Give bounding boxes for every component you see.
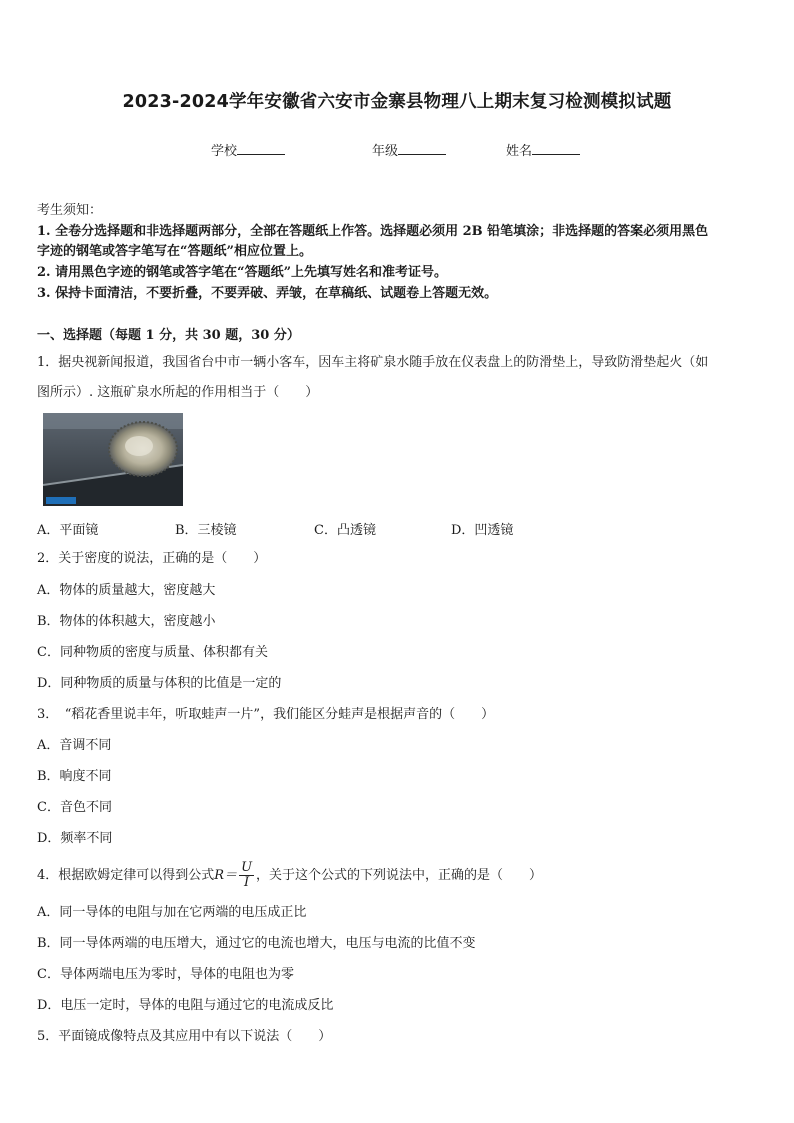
q4-option-b[interactable]: B．同一导体两端的电压增大，通过它的电流也增大，电压与电流的比值不变 (37, 936, 476, 951)
school-field: 学校 (211, 140, 285, 159)
section-heading: 一、选择题（每题 1 分，共 30 题，30 分） (37, 328, 300, 343)
notice-heading: 考生须知： (37, 203, 103, 218)
notice-item-1-line-1: 1. 全卷分选择题和非选择题两部分，全部在答题纸上作答。选择题必须用 2B 铅笔填涂；非选择题的答案必须用黑色 (37, 224, 709, 239)
q1-stem-line-2: 图所示）. 这瓶矿泉水所起的作用相当于（ ） (37, 385, 319, 400)
q2-option-a[interactable]: A．物体的质量越大，密度越大 (37, 583, 216, 598)
q2-stem: 2．关于密度的说法，正确的是（ ） (37, 551, 267, 566)
notice-item-2: 2. 请用黑色字迹的钢笔或答字笔在“答题纸”上先填写姓名和准考证号。 (37, 265, 448, 280)
q1-option-d[interactable]: D．凹透镜 (451, 523, 514, 538)
q4-option-d[interactable]: D．电压一定时，导体的电阻与通过它的电流成反比 (37, 998, 334, 1013)
dashboard-fire-photo (43, 413, 183, 506)
notice-item-3: 3. 保持卡面清洁，不要折叠，不要弄破、弄皱，在草稿纸、试题卷上答题无效。 (37, 286, 498, 301)
q3-option-d[interactable]: D．频率不同 (37, 831, 113, 846)
q1-option-c[interactable]: C．凸透镜 (314, 523, 376, 538)
notice-item-1-line-2: 字迹的钢笔或答字笔写在“答题纸”相应位置上。 (37, 244, 312, 259)
q1-option-b[interactable]: B．三棱镜 (175, 523, 237, 538)
q4-option-c[interactable]: C．导体两端电压为零时，导体的电阻也为零 (37, 967, 294, 982)
q4-stem: 4．根据欧姆定律可以得到公式R＝ $\frac{U}{I}$ ，关于这个公式的下列说法中，正确的是（ ） (37, 860, 543, 890)
grade-field: 年级 (372, 140, 446, 159)
q3-option-b[interactable]: B．响度不同 (37, 769, 112, 784)
formula-lhs: R＝ (214, 868, 238, 883)
q3-option-c[interactable]: C．音色不同 (37, 800, 112, 815)
q4-option-a[interactable]: A．同一导体的电阻与加在它两端的电压成正比 (37, 905, 307, 920)
q3-stem: 3． “稻花香里说丰年，听取蛙声一片”，我们能区分蛙声是根据声音的（ ） (37, 707, 495, 722)
q1-stem-line-1: 1．据央视新闻报道，我国省台中市一辆小客车，因车主将矿泉水随手放在仪表盘上的防滑垫上，导致防滑垫起火（如 (37, 355, 709, 370)
ohm-formula-fraction (239, 861, 254, 890)
q2-option-d[interactable]: D．同种物质的质量与体积的比值是一定的 (37, 676, 282, 691)
q1-option-a[interactable]: A．平面镜 (37, 523, 99, 538)
formula-numerator: U (241, 860, 253, 875)
name-blank[interactable] (532, 142, 580, 155)
name-field: 姓名 (506, 140, 580, 159)
exam-title: 2023-2024学年安徽省六安市金寨县物理八上期末复习检测模拟试题 (122, 92, 672, 112)
q2-option-b[interactable]: B．物体的体积越大，密度越小 (37, 614, 216, 629)
grade-blank[interactable] (398, 142, 446, 155)
formula-denominator: I (243, 875, 250, 890)
q5-stem: 5．平面镜成像特点及其应用中有以下说法（ ） (37, 1029, 332, 1044)
q2-option-c[interactable]: C．同种物质的密度与质量、体积都有关 (37, 645, 268, 660)
q3-option-a[interactable]: A．音调不同 (37, 738, 112, 753)
school-blank[interactable] (237, 142, 285, 155)
